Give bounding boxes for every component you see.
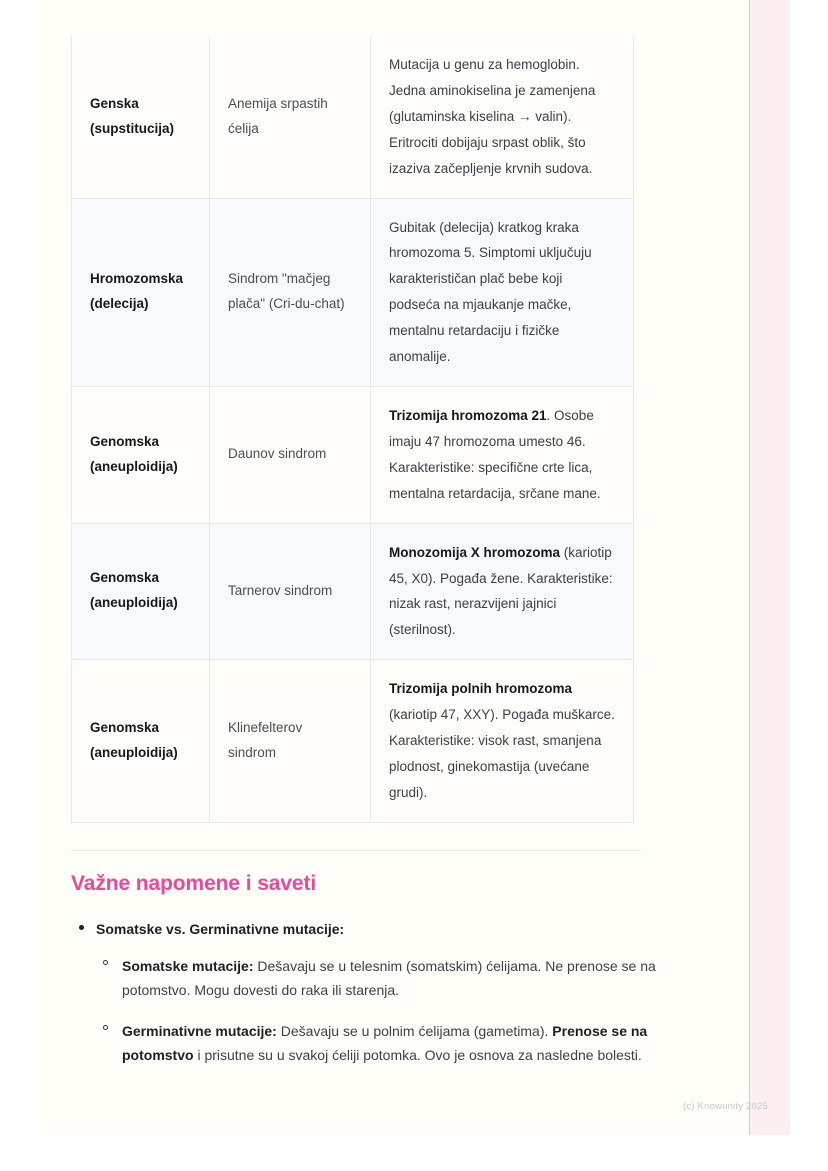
bullet-circle-icon bbox=[103, 1025, 108, 1030]
cell-description bbox=[371, 523, 634, 660]
subitem-term: Somatske mutacije: bbox=[122, 958, 254, 975]
cell-example: Daunov sindrom bbox=[210, 386, 371, 523]
list-item bbox=[71, 918, 661, 1067]
description-body: (kariotip 45, X0). Pogađa žene. Karakteristike: nizak rast, nerazvijeni jajnici (sterilnost). bbox=[389, 544, 613, 638]
description-body: Gubitak (delecija) kratkog kraka hromozoma 5. Simptomi uključuju karakterističan plač bebe koji podseća na mjaukanje mačke, mentalnu retardaciju i fizičke anomalije. bbox=[389, 219, 592, 365]
cell-description bbox=[371, 660, 634, 823]
cell-mutation-type: Hromozomska (delecija) bbox=[72, 198, 210, 386]
notes-sublist bbox=[96, 954, 661, 1066]
table-row bbox=[72, 198, 634, 386]
table-row bbox=[72, 36, 634, 198]
notes-subitem bbox=[122, 1023, 647, 1063]
table-row bbox=[72, 660, 634, 823]
cell-mutation-type: Genomska (aneuploidija) bbox=[72, 386, 210, 523]
description-lead: Trizomija polnih hromozoma bbox=[389, 681, 573, 697]
table-row bbox=[72, 523, 634, 660]
cell-example: Sindrom "mačjeg plača" (Cri-du-chat) bbox=[210, 198, 371, 386]
cell-description bbox=[371, 198, 634, 386]
cell-description bbox=[371, 36, 634, 198]
cell-description bbox=[371, 386, 634, 523]
notes-item-label: Somatske vs. Germinativne mutacije: bbox=[96, 921, 345, 937]
cell-mutation-type: Genska (supstitucija) bbox=[72, 36, 210, 198]
list-item bbox=[96, 954, 661, 1002]
table-row bbox=[72, 386, 634, 523]
bullet-disc-icon bbox=[79, 925, 84, 930]
subitem-text-2: i prisutne su u svakoj ćeliji potomka. Ovo je osnova za nasledne bolesti. bbox=[193, 1046, 642, 1063]
list-item bbox=[96, 1019, 661, 1067]
description-lead: Monozomija X hromozoma bbox=[389, 544, 561, 560]
subitem-text-1: Dešavaju se u polnim ćelijama (gametima). bbox=[276, 1022, 553, 1039]
description-lead: Trizomija hromozoma 21 bbox=[389, 407, 547, 423]
notes-section bbox=[71, 872, 661, 1083]
copyright-watermark: (c) Knowunity 2025 bbox=[683, 1101, 768, 1112]
pink-accent-band bbox=[750, 0, 790, 1135]
cell-example: Anemija srpastih ćelija bbox=[210, 36, 371, 198]
bullet-circle-icon bbox=[103, 960, 108, 965]
cell-mutation-type: Genomska (aneuploidija) bbox=[72, 523, 210, 660]
notes-list bbox=[71, 918, 661, 1067]
cell-example: Tarnerov sindrom bbox=[210, 523, 371, 660]
description-body: (kariotip 47, XXY). Pogađa muškarce. Karakteristike: visok rast, smanjena plodnost, ginekomastija (uvećane grudi). bbox=[389, 707, 615, 800]
subitem-text-1: Dešavaju se u telesnim (somatskim) ćelijama. Ne prenose se na potomstvo. Mogu dovesti do raka ili starenja. bbox=[122, 958, 656, 999]
section-divider bbox=[71, 850, 641, 851]
cell-mutation-type: Genomska (aneuploidija) bbox=[72, 660, 210, 823]
cell-example: Klinefelterov sindrom bbox=[210, 660, 371, 823]
description-body: . Osobe imaju 47 hromozoma umesto 46. Karakteristike: specifične crte lica, mentalna retardacija, srčane mane. bbox=[389, 407, 601, 501]
mutation-types-table bbox=[71, 36, 634, 823]
notes-subitem bbox=[122, 958, 656, 998]
notes-heading: Važne napomene i saveti bbox=[71, 872, 317, 895]
subitem-term: Germinativne mutacije: bbox=[122, 1022, 277, 1039]
description-body: Mutacija u genu za hemoglobin. Jedna aminokiselina je zamenjena (glutaminska kiselina → valin). Eritrociti dobijaju srpast oblik, što izaziva začepljenje krvnih sudova. bbox=[389, 57, 596, 176]
subitem-bold-mid: Prenose se na potomstvo bbox=[122, 1022, 648, 1063]
